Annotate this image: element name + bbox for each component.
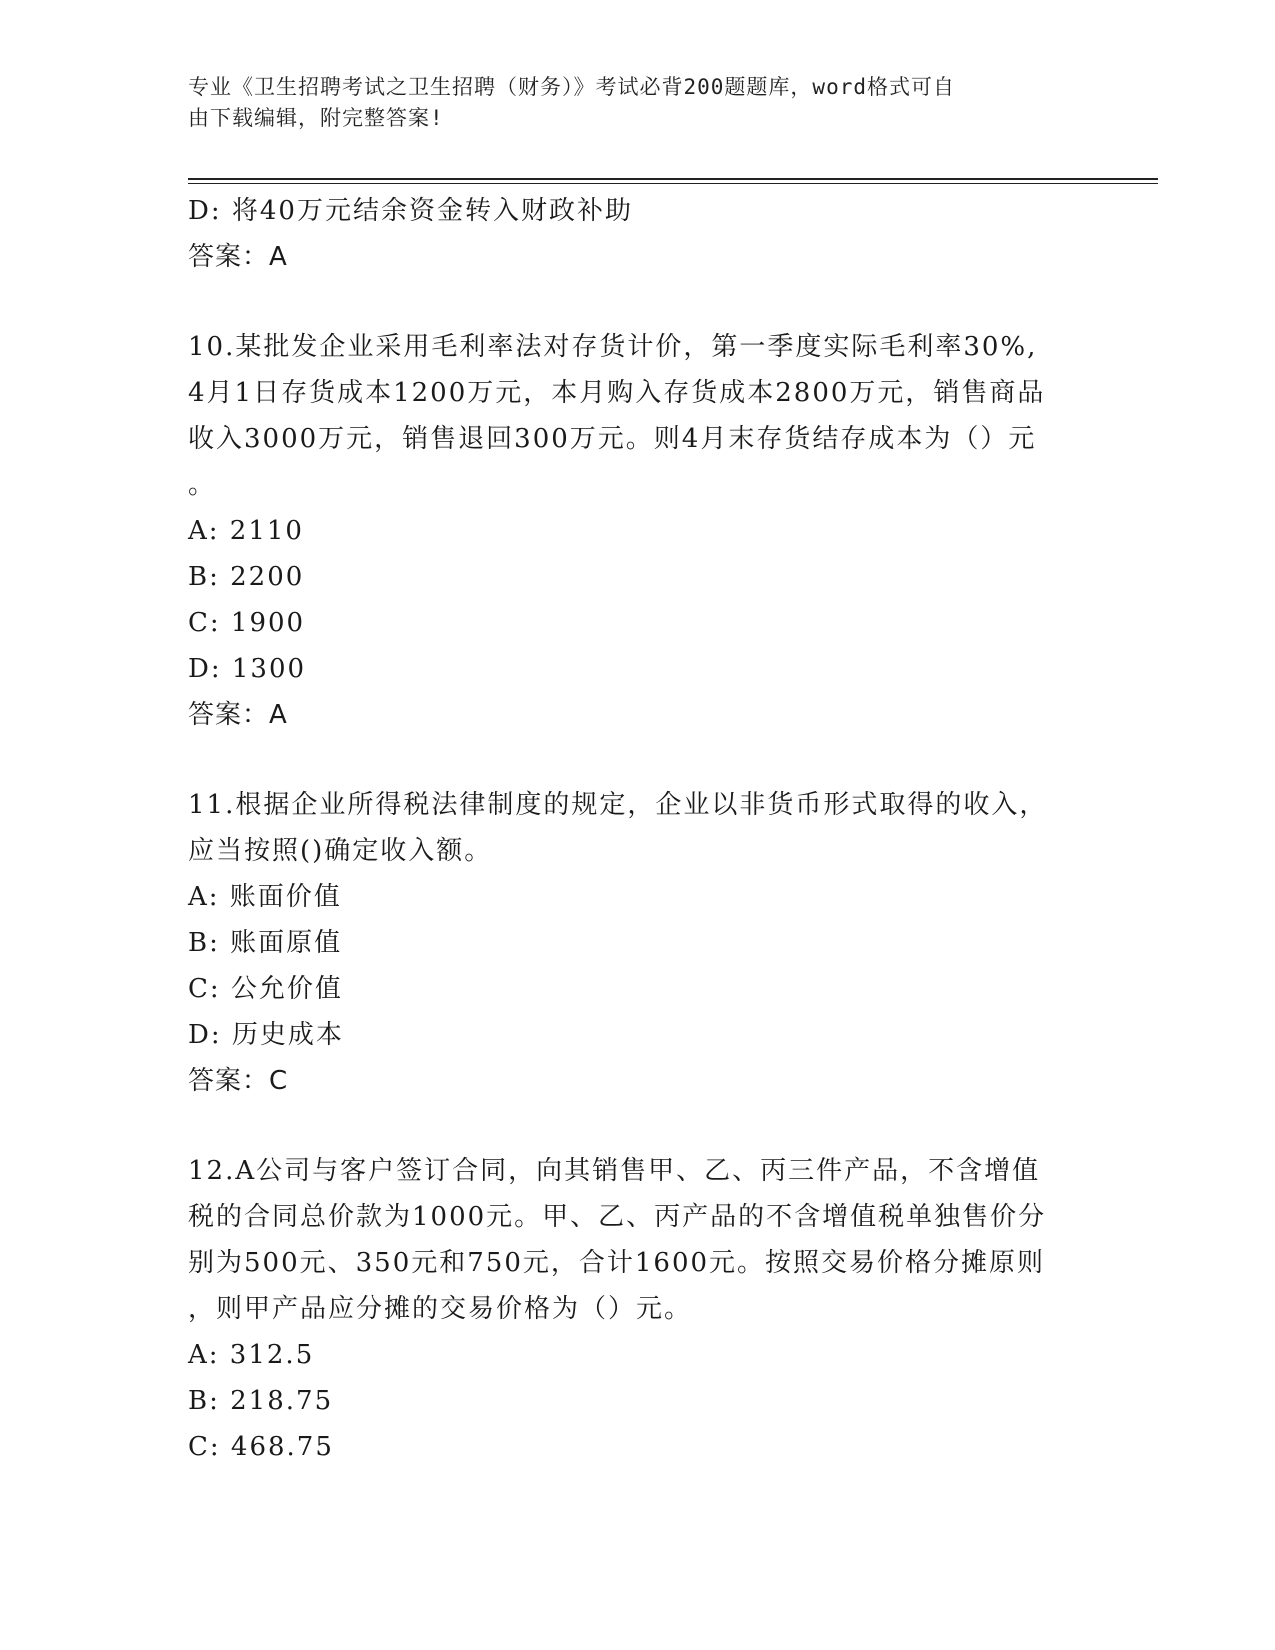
q10-stem-line-4: 。 (188, 470, 217, 500)
q11-option-d: D: 历史成本 (188, 1020, 344, 1050)
header-line-2: 由下载编辑，附完整答案! (188, 106, 444, 130)
question-10 (188, 324, 1088, 738)
q10-option-d: D: 1300 (188, 654, 307, 684)
q11-option-c: C: 公允价值 (188, 974, 343, 1004)
q12-stem-line-1: 12.A公司与客户签订合同，向其销售甲、乙、丙三件产品，不含增值 (188, 1156, 1041, 1186)
q12-stem-line-4: ，则甲产品应分摊的交易价格为（）元。 (188, 1294, 693, 1324)
header-line-1: 专业《卫生招聘考试之卫生招聘（财务）》考试必背200题题库，word格式可自 (188, 75, 955, 99)
q10-stem-line-1: 10.某批发企业采用毛利率法对存货计价，第一季度实际毛利率30%, (188, 332, 1038, 362)
q10-option-c: C: 1900 (188, 608, 306, 638)
header-divider-thin (188, 183, 1158, 184)
q11-answer: 答案：C (188, 1066, 289, 1096)
question-11 (188, 782, 1088, 1104)
q10-stem-line-2: 4月1日存货成本1200万元，本月购入存货成本2800万元，销售商品 (188, 378, 1046, 408)
q12-stem-line-3: 别为500元、350元和750元，合计1600元。按照交易价格分摊原则 (188, 1248, 1046, 1278)
q11-option-a: A: 账面价值 (188, 882, 342, 912)
prev-option-d: D: 将40万元结余资金转入财政补助 (188, 196, 633, 226)
q11-stem-line-2: 应当按照()确定收入额。 (188, 836, 493, 866)
q10-option-b: B: 2200 (188, 562, 305, 592)
prev-answer: 答案：A (188, 242, 288, 272)
question-list (188, 188, 1088, 1470)
q12-option-a: A: 312.5 (188, 1340, 315, 1370)
q11-option-b: B: 账面原值 (188, 928, 343, 958)
q12-option-c: C: 468.75 (188, 1432, 334, 1462)
question-12 (188, 1148, 1088, 1470)
q10-stem-line-3: 收入3000万元，销售退回300万元。则4月末存货结存成本为（）元 (188, 424, 1037, 454)
q12-option-b: B: 218.75 (188, 1386, 334, 1416)
q11-stem-line-1: 11.根据企业所得税法律制度的规定，企业以非货币形式取得的收入， (188, 790, 1048, 820)
header-divider-thick (188, 178, 1158, 180)
q10-answer: 答案：A (188, 700, 288, 730)
document-header (188, 72, 1068, 134)
q10-option-a: A: 2110 (188, 516, 304, 546)
q12-stem-line-2: 税的合同总价款为1000元。甲、乙、丙产品的不含增值税单独售价分 (188, 1202, 1047, 1232)
